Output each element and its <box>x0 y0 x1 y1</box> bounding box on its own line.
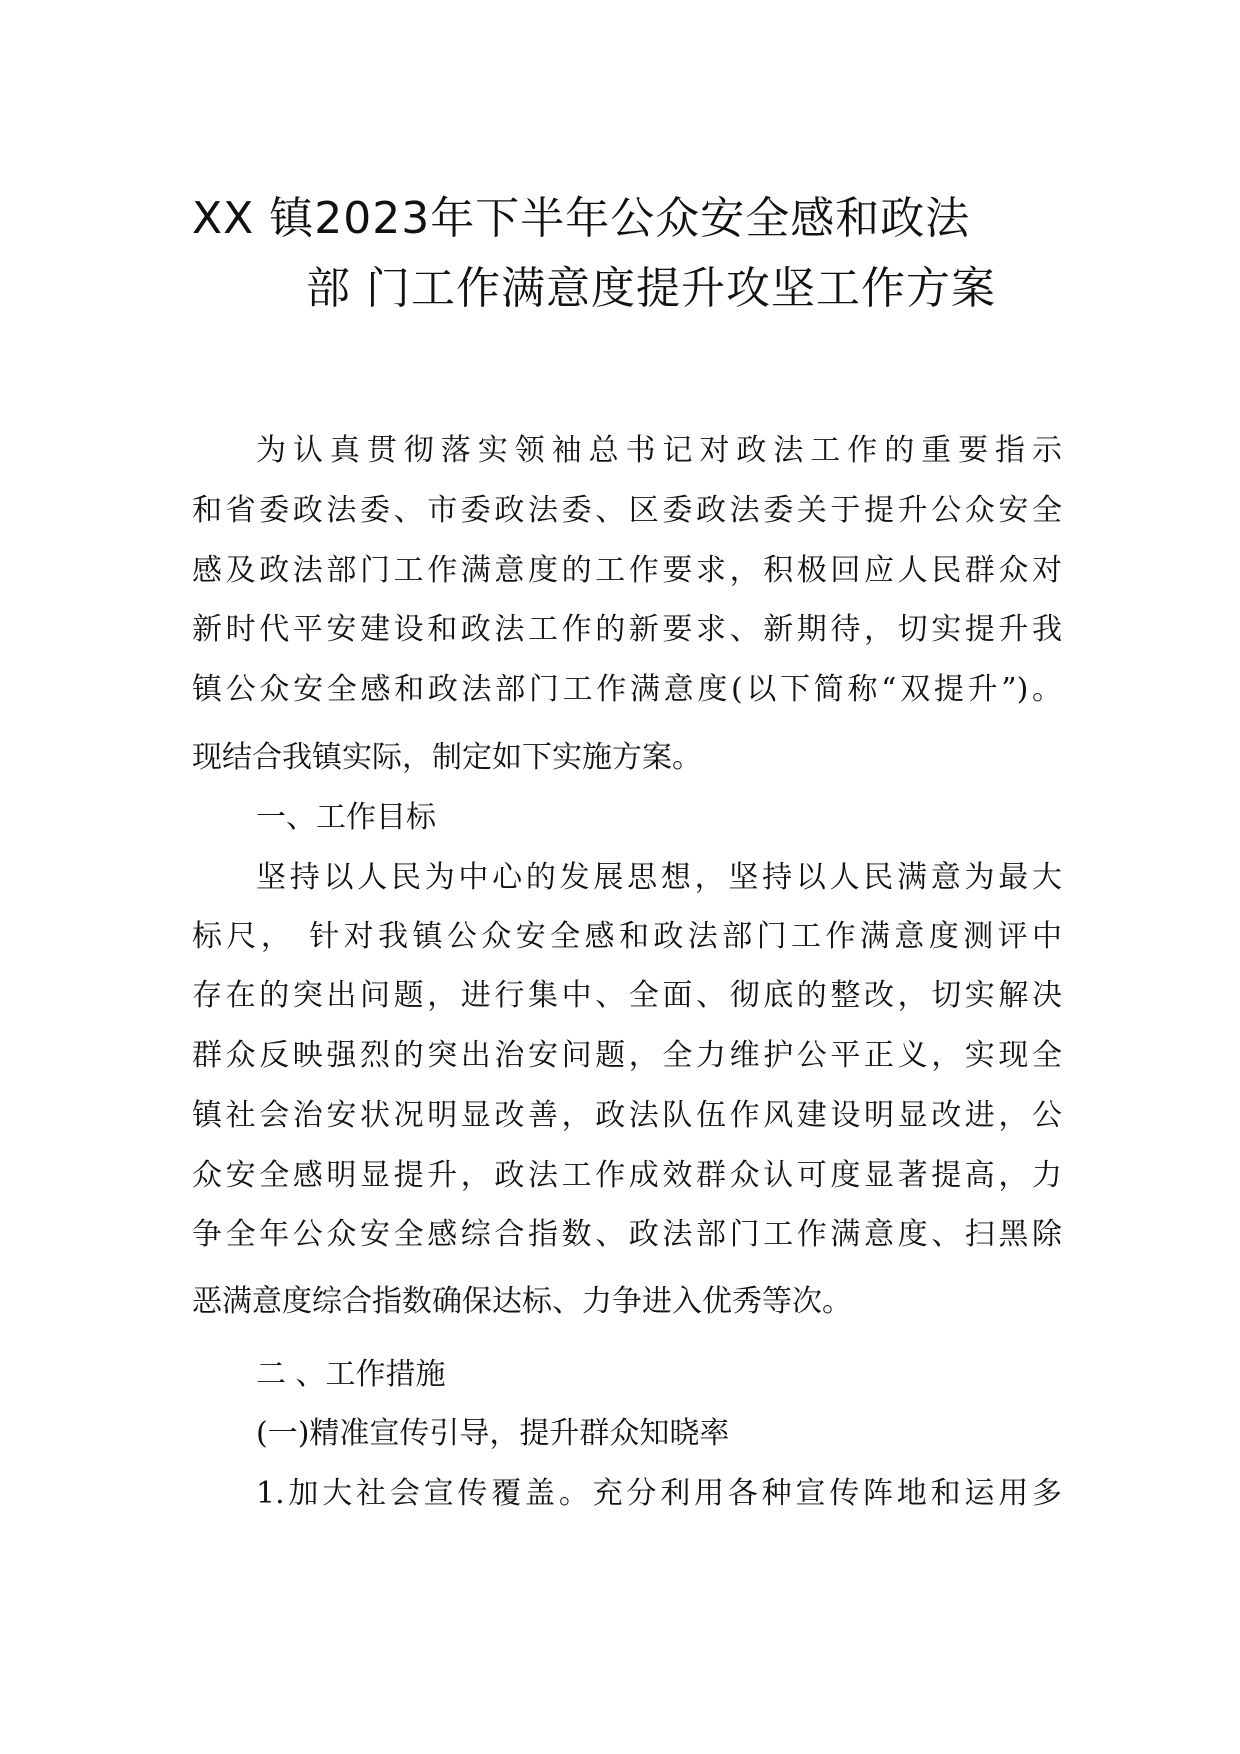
body-line: 和省委政法委、市委政法委、区委政法委关于提升公众安全 <box>192 493 1062 528</box>
body-line: 坚持以人民为中心的发展思想，坚持以人民满意为最大 <box>256 860 1062 895</box>
document-title-line-2: 部 门工作满意度提升攻坚工作方案 <box>306 263 996 314</box>
body-line: 争全年公众安全感综合指数、政法部门工作满意度、扫黑除 <box>192 1217 1062 1252</box>
section-heading: 二 、工作措施 <box>256 1357 446 1392</box>
body-line: 新时代平安建设和政法工作的新要求、新期待，切实提升我 <box>192 612 1062 647</box>
body-line: 现结合我镇实际，制定如下实施方案。 <box>192 740 702 775</box>
body-line: 为认真贯彻落实领袖总书记对政法工作的重要指示 <box>256 433 1062 468</box>
body-line: 群众反映强烈的突出治安问题，全力维护公平正义，实现全 <box>192 1038 1062 1073</box>
document-title-line-1: XX 镇2023年下半年公众安全感和政法 <box>192 193 971 244</box>
body-line: 镇社会治安状况明显改善，政法队伍作风建设明显改进，公 <box>192 1098 1062 1133</box>
body-line: 众安全感明显提升，政法工作成效群众认可度显著提高，力 <box>192 1158 1062 1193</box>
body-line: 1.加大社会宣传覆盖。充分利用各种宣传阵地和运用多 <box>256 1476 1062 1511</box>
body-line: 镇公众安全感和政法部门工作满意度(以下简称“双提升”)。 <box>192 672 1062 707</box>
body-line: 标尺， 针对我镇公众安全感和政法部门工作满意度测评中 <box>192 919 1062 954</box>
body-line: 恶满意度综合指数确保达标、力争进入优秀等次。 <box>192 1284 852 1319</box>
section-heading: 一、工作目标 <box>256 800 436 835</box>
body-line: 感及政法部门工作满意度的工作要求，积极回应人民群众对 <box>192 553 1062 588</box>
body-line: 存在的突出问题，进行集中、全面、彻底的整改，切实解决 <box>192 978 1062 1013</box>
subsection-heading: (一)精准宣传引导，提升群众知晓率 <box>256 1416 730 1451</box>
